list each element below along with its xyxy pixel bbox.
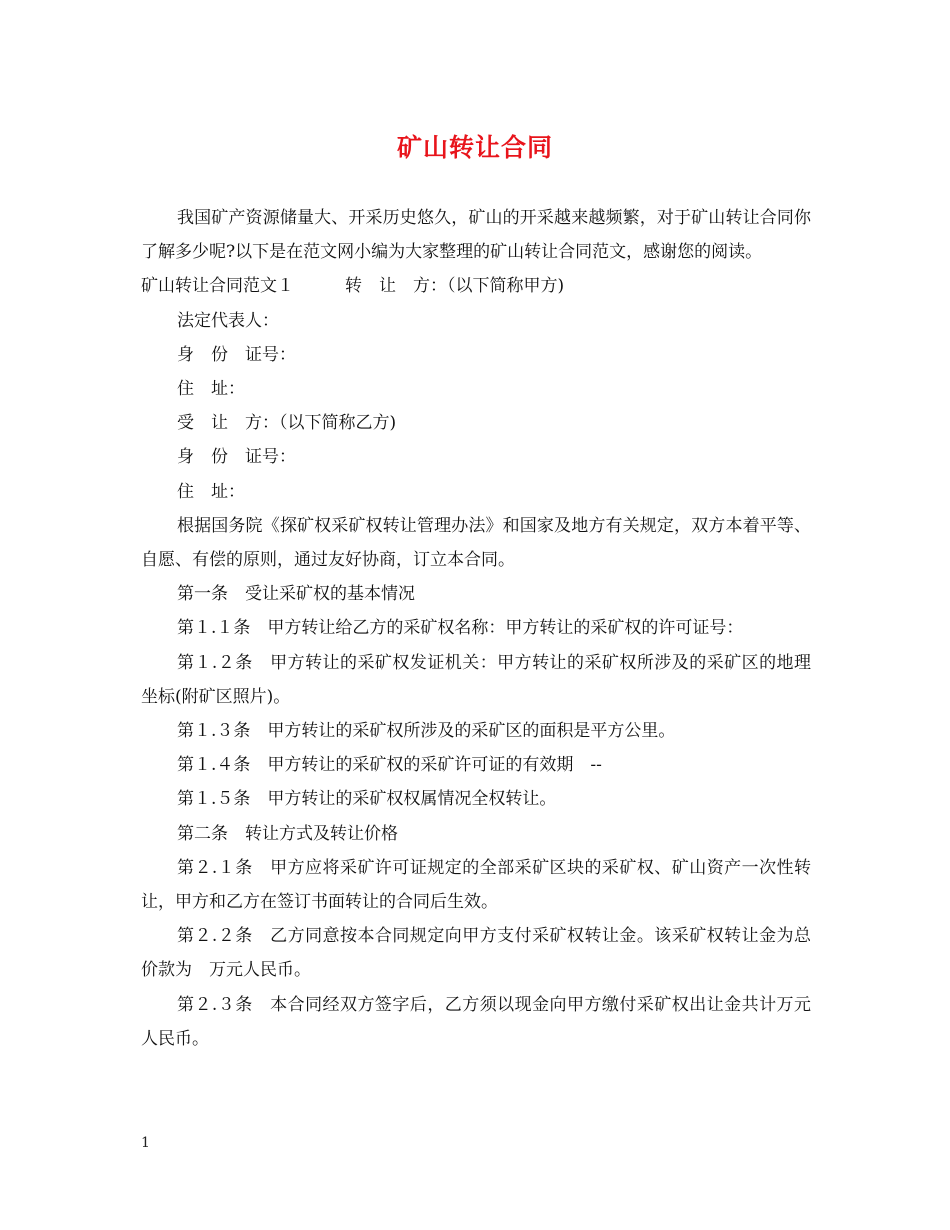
paragraph: 身 份 证号： (177, 344, 296, 365)
paragraph: 第二条 转让方式及转让价格 (177, 823, 398, 844)
paragraph: 住 址： (177, 379, 245, 400)
paragraph: 第２.３条 本合同经双方签字后，乙方须以现金向甲方缴付采矿权出让金共计万元人民币。 (141, 994, 811, 1049)
document-title: 矿山转让合同 (396, 133, 553, 162)
document-body (141, 201, 811, 1056)
paragraph: 根据国务院《探矿权采矿权转让管理办法》和国家及地方有关规定，双方本着平等、自愿、有偿的原则，通过友好协商，订立本合同。 (141, 515, 811, 571)
paragraph: 第１.４条 甲方转让的采矿权的采矿许可证的有效期 -- (177, 755, 602, 776)
paragraph: 身 份 证号： (177, 447, 296, 468)
paragraph: 第２.１条 甲方应将采矿许可证规定的全部采矿区块的采矿权、矿山资产一次性转让，甲方和乙方在签订书面转让的合同后生效。 (141, 857, 811, 913)
paragraph: 第一条 受让采矿权的基本情况 (177, 584, 415, 605)
paragraph: 矿山转让合同范文１ 转 让 方：（以下简称甲方) (141, 276, 565, 297)
paragraph: 受 让 方：（以下简称乙方) (177, 413, 397, 434)
paragraph: 第１.１条 甲方转让给乙方的采矿权名称：甲方转让的采矿权的许可证号： (177, 618, 744, 639)
paragraph: 第１.２条 甲方转让的采矿权发证机关：甲方转让的采矿权所涉及的采矿区的地理坐标(附矿区照片)。 (141, 652, 811, 707)
paragraph: 我国矿产资源储量大、开采历史悠久，矿山的开采越来越频繁，对于矿山转让合同你了解多少呢?以下是在范文网小编为大家整理的矿山转让合同范文，感谢您的阅读。 (141, 208, 811, 263)
paragraph: 第２.２条 乙方同意按本合同规定向甲方支付采矿权转让金。该采矿权转让金为总价款为 万元人民币。 (141, 926, 811, 981)
paragraph: 第１.５条 甲方转让的采矿权权属情况全权转让。 (177, 789, 557, 810)
paragraph: 第１.３条 甲方转让的采矿权所涉及的采矿区的面积是平方公里。 (177, 721, 676, 742)
paragraph: 法定代表人： (177, 310, 279, 331)
paragraph: 住 址： (177, 481, 245, 502)
page-number: 1 (141, 1135, 150, 1151)
